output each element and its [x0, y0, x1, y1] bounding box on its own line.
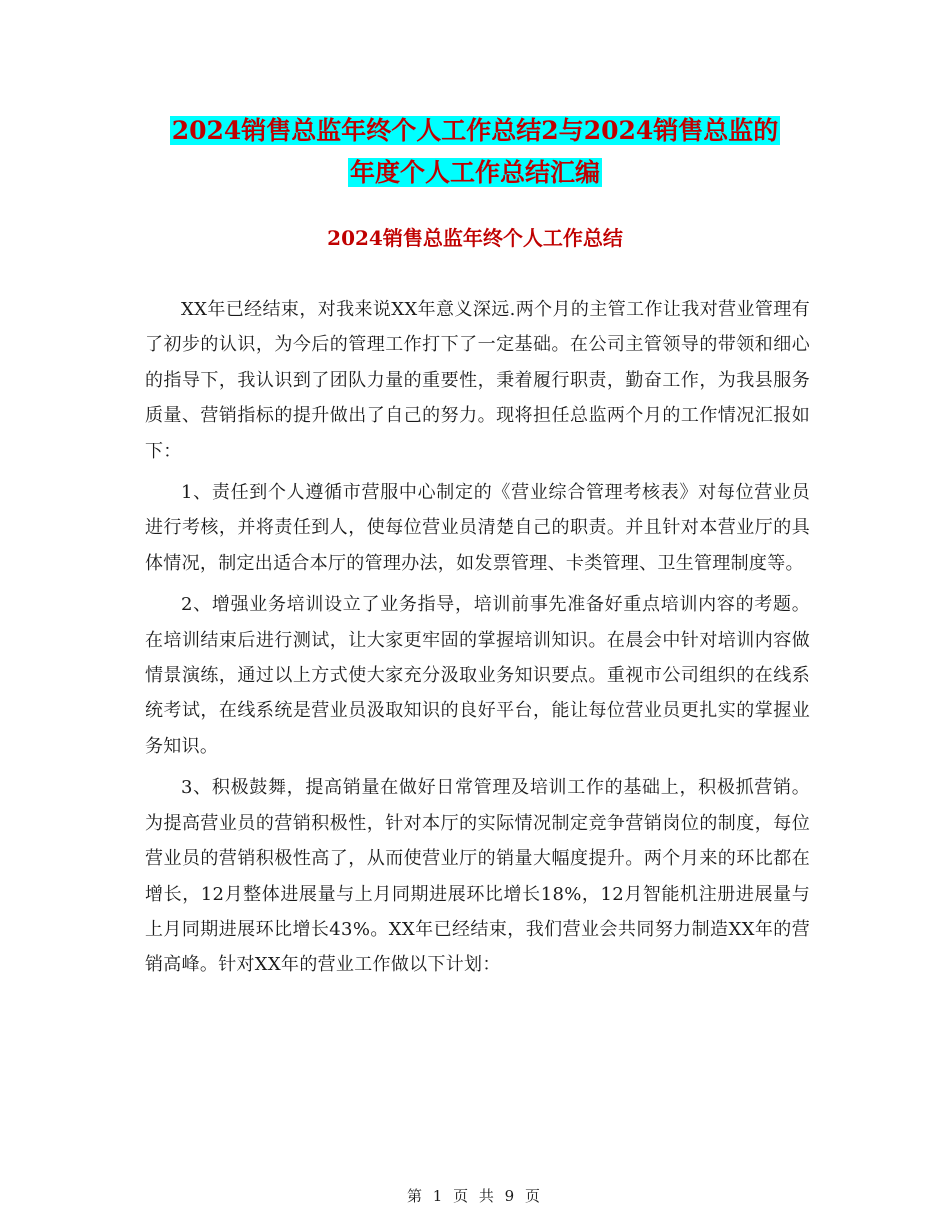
section-heading: 2024销售总监年终个人工作总结 [327, 226, 623, 250]
paragraph-intro: XX年已经结束，对我来说XX年意义深远.两个月的主管工作让我对营业管理有了初步的认识，为今后的管理工作打下了一定基础。在公司主管领导的带领和细心的指导下，我认识到了团队力量的重要性，秉着履行职责，勤奋工作，为我县服务质量、营销指标的提升做出了自己的努力。现将担任总监两个月的工作情况汇报如下： [145, 299, 810, 462]
page-footer: 第 1 页 共 9 页 [407, 1187, 543, 1205]
paragraph-item-3: 3、积极鼓舞，提高销量在做好日常管理及培训工作的基础上，积极抓营销。为提高营业员的营销积极性，针对本厅的实际情况制定竞争营销岗位的制度，每位营业员的营销积极性高了，从而使营业厅的销量大幅度提升。两个月来的环比都在增长，12月整体进展量与上月同期进展环比增长18%，12月智能机注册进展量与上月同期进展环比增长43%。XX年已经结束，我们营业会共同努力制造XX年的营销高峰。针对XX年的营业工作做以下计划： [145, 777, 810, 976]
document-title-line-1 [0, 114, 950, 148]
document-body [145, 292, 810, 989]
title-highlight: 2024销售总监年终个人工作总结2与2024销售总监的 [171, 116, 779, 145]
title-highlight: 年度个人工作总结汇编 [349, 158, 600, 187]
paragraph-item-2: 2、增强业务培训设立了业务指导，培训前事先准备好重点培训内容的考题。在培训结束后进行测试，让大家更牢固的掌握培训知识。在晨会中针对培训内容做情景演练，通过以上方式使大家充分汲取业务知识要点。重视市公司组织的在线系统考试，在线系统是营业员汲取知识的良好平台，能让每位营业员更扎实的掌握业务知识。 [145, 594, 810, 757]
paragraph-item-1: 1、责任到个人遵循市营服中心制定的《营业综合管理考核表》对每位营业员进行考核，并将责任到人，使每位营业员清楚自己的职责。并且针对本营业厅的具体情况，制定出适合本厅的管理办法，如发票管理、卡类管理、卫生管理制度等。 [145, 482, 810, 574]
document-title-line-2 [0, 156, 950, 190]
